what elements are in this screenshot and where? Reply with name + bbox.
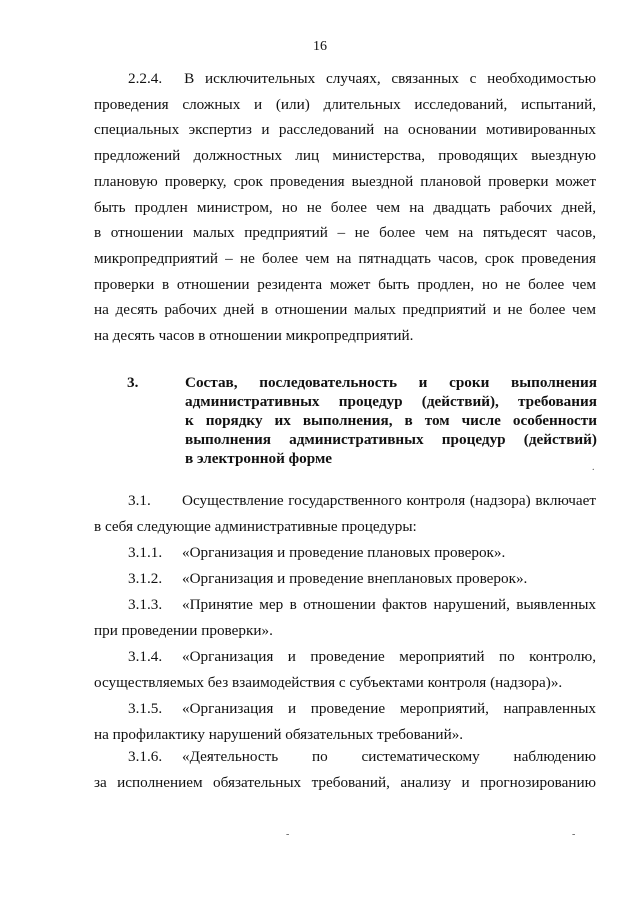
list-item-number: 3.1.2. — [128, 570, 163, 587]
list-item-text: «Организация и проведение мероприятий, направленных — [182, 700, 596, 717]
list-item — [94, 566, 596, 592]
list-item-number: 3.1.3. — [128, 596, 163, 613]
list-item-number: 3.1. — [128, 492, 151, 509]
paragraph-line: проверки в отношении резидента может быть продлен, но не более чем — [94, 275, 596, 293]
paragraph-line: быть продлен министром, но не более чем на двадцать рабочих дней, — [94, 198, 596, 216]
list-item-line — [94, 744, 596, 770]
section-title-line: к порядку их выполнения, в том числе особенности — [185, 412, 597, 429]
paragraph-line: на десять рабочих дней в отношении малых предприятий и не более чем — [94, 301, 596, 319]
paragraph-line: в отношении малых предприятий – не более чем на пятьдесят часов, — [94, 224, 596, 242]
list-item-line — [94, 566, 596, 592]
list-item-line — [94, 592, 596, 618]
scan-mark: - — [572, 829, 576, 840]
paragraph-text: В исключительных случаях, связанных с необходимостью — [184, 70, 596, 87]
list-item-text: «Организация и проведение внеплановых проверок». — [182, 570, 528, 587]
section-title — [185, 373, 597, 468]
paragraph-line — [94, 66, 596, 92]
list-item — [94, 644, 596, 696]
list-item-number: 3.1.6. — [128, 748, 163, 765]
scan-mark: - — [286, 829, 290, 840]
list-item — [94, 540, 596, 566]
paragraph-line: специальных экспертиз и расследований на основании мотивированных — [94, 121, 596, 139]
section-title-line: выполнения административных процедур (действий) — [185, 431, 597, 448]
paragraph-line: проведения сложных и (или) длительных исследований, испытаний, — [94, 95, 596, 113]
list-item-text: Осуществление государственного контроля (надзора) включает — [182, 492, 596, 509]
list-item-text: «Организация и проведение мероприятий по контролю, — [182, 648, 596, 665]
section-title-line: в электронной форме — [185, 450, 333, 467]
list-item-line: на профилактику нарушений обязательных требований». — [94, 726, 464, 743]
paragraph-line: предложений должностных лиц министерства, проводящих выездную — [94, 147, 596, 165]
list-item — [94, 696, 596, 748]
list-item-line — [94, 488, 596, 514]
list-item-line: осуществляемых без взаимодействия с субъектами контроля (надзора)». — [94, 674, 563, 691]
paragraph-2-2-4 — [94, 66, 596, 349]
list-item-text: «Деятельность по систематическому наблюдению — [182, 748, 596, 765]
list-item — [94, 744, 596, 796]
list-item-number: 3.1.5. — [128, 700, 163, 717]
list-item-text: «Принятие мер в отношении фактов нарушений, выявленных — [182, 596, 596, 613]
list-item-line: в себя следующие административные процедуры: — [94, 518, 417, 535]
paragraph-line: плановую проверку, срок проведения выездной плановой проверки может — [94, 172, 596, 190]
list-item-line — [94, 696, 596, 722]
list-item — [94, 488, 596, 540]
list-item-text: «Организация и проведение плановых проверок». — [182, 544, 506, 561]
section-title-line: Состав, последовательность и сроки выполнения — [185, 374, 597, 391]
list-item-number: 3.1.4. — [128, 648, 163, 665]
list-item-number: 3.1.1. — [128, 544, 163, 561]
list-item — [94, 592, 596, 644]
list-item-line — [94, 644, 596, 670]
section-title-line: административных процедур (действий), требования — [185, 393, 597, 410]
list-item-line: за исполнением обязательных требований, анализу и прогнозированию — [94, 774, 596, 791]
section-number: 3. — [127, 374, 139, 391]
paragraph-line: на десять часов в отношении микропредприятий. — [94, 327, 414, 345]
list-item-line: при проведении проверки». — [94, 622, 273, 639]
paragraph-line: микропредприятий – не более чем на пятнадцать часов, срок проведения — [94, 249, 596, 267]
scan-mark: . — [592, 462, 595, 473]
list-item-line — [94, 540, 596, 566]
paragraph-number: 2.2.4. — [128, 70, 163, 87]
page-number: 16 — [313, 39, 327, 54]
